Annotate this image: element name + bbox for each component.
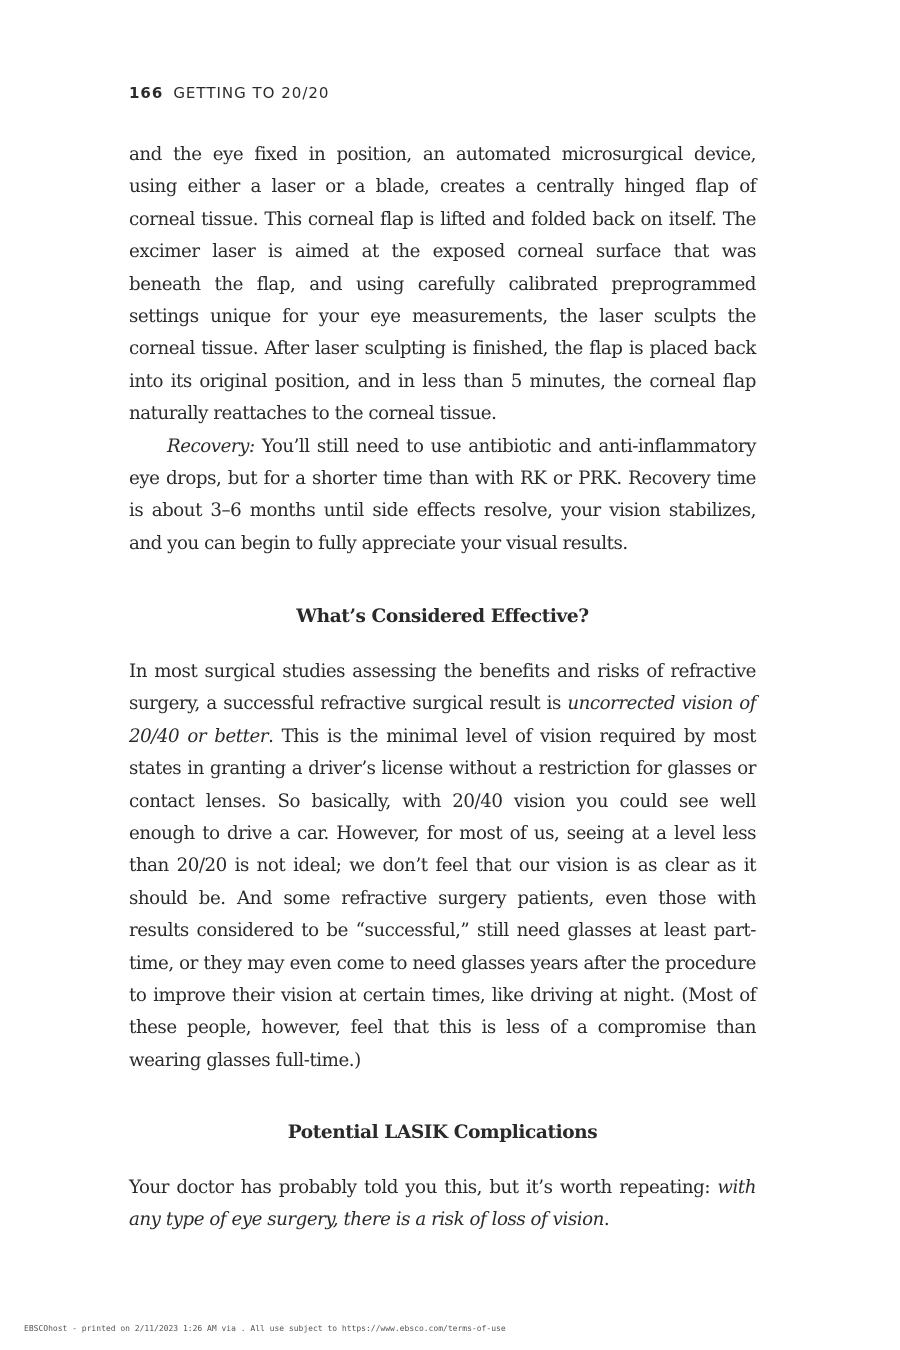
- complications-text-start: Your doctor has probably told you this, but it’s worth repeating:: [129, 1177, 718, 1198]
- paragraph-lasik-procedure: and the eye fixed in position, an automated microsurgical device, using either a laser or a blade, creates a centrally hinged flap of corneal tissue. This corneal flap is lifted and folded back on itself. The excimer laser is aimed at the exposed corneal surface that was beneath the flap, and using carefully calibrated preprogrammed settings unique for your eye measurements, the laser sculpts the corneal tissue. After laser sculpting is finished, the flap is placed back into its original position, and in less than 5 minutes, the corneal flap naturally reattaches to the corneal tissue.: [129, 144, 756, 425]
- effective-emphasis: uncorrected vision of 20/40 or better: [129, 693, 756, 747]
- body-text-top: [129, 139, 756, 560]
- complications-text-end: .: [603, 1209, 610, 1231]
- footer-note: EBSCOhost - printed on 2/11/2023 1:26 AM via . All use subject to https://www.ebsco.com/terms-of-use: [24, 1324, 506, 1333]
- recovery-text: You’ll still need to use antibiotic and anti-inflammatory eye drops, but for a shorter time than with RK or PRK. Recovery time is about 3–6 months until side effects resolve, your vision stabilizes, and you can begin to fully appreciate your visual results.: [129, 435, 756, 554]
- page-number: 166: [129, 84, 164, 102]
- paragraph-complications: [129, 1172, 756, 1237]
- section-heading-complications: Potential LASIK Complications: [287, 1122, 598, 1143]
- running-head-title: GETTING TO 20/20: [173, 84, 330, 102]
- running-head: [129, 84, 329, 102]
- paragraph-recovery: [129, 431, 756, 561]
- effective-text-start: In most surgical studies assessing the benefits and risks of refractive surgery, a successful refractive surgical result is: [129, 661, 756, 715]
- complications-emphasis: with any type of eye surgery, there is a risk of loss of vision: [129, 1177, 756, 1231]
- body-text-effective: [129, 656, 756, 1077]
- paragraph-effective: [129, 656, 756, 1077]
- section-heading-effective: What’s Considered Effective?: [296, 606, 589, 627]
- recovery-label: Recovery:: [167, 435, 255, 457]
- body-text-complications: [129, 1172, 756, 1237]
- effective-text-end: . This is the minimal level of vision required by most states in granting a driver’s license without a restriction for glasses or contact lenses. So basically, with 20/40 vision you could see well enough to drive a car. However, for most of us, seeing at a level less than 20/20 is not ideal; we don’t feel that our vision is as clear as it should be. And some refractive surgery patients, even those with results considered to be “successful,” still need glasses at least part-time, or they may even come to need glasses years after the procedure to improve their vision at certain times, like driving at night. (Most of these people, however, feel that this is less of a compromise than wearing glasses full-time.): [129, 725, 756, 1071]
